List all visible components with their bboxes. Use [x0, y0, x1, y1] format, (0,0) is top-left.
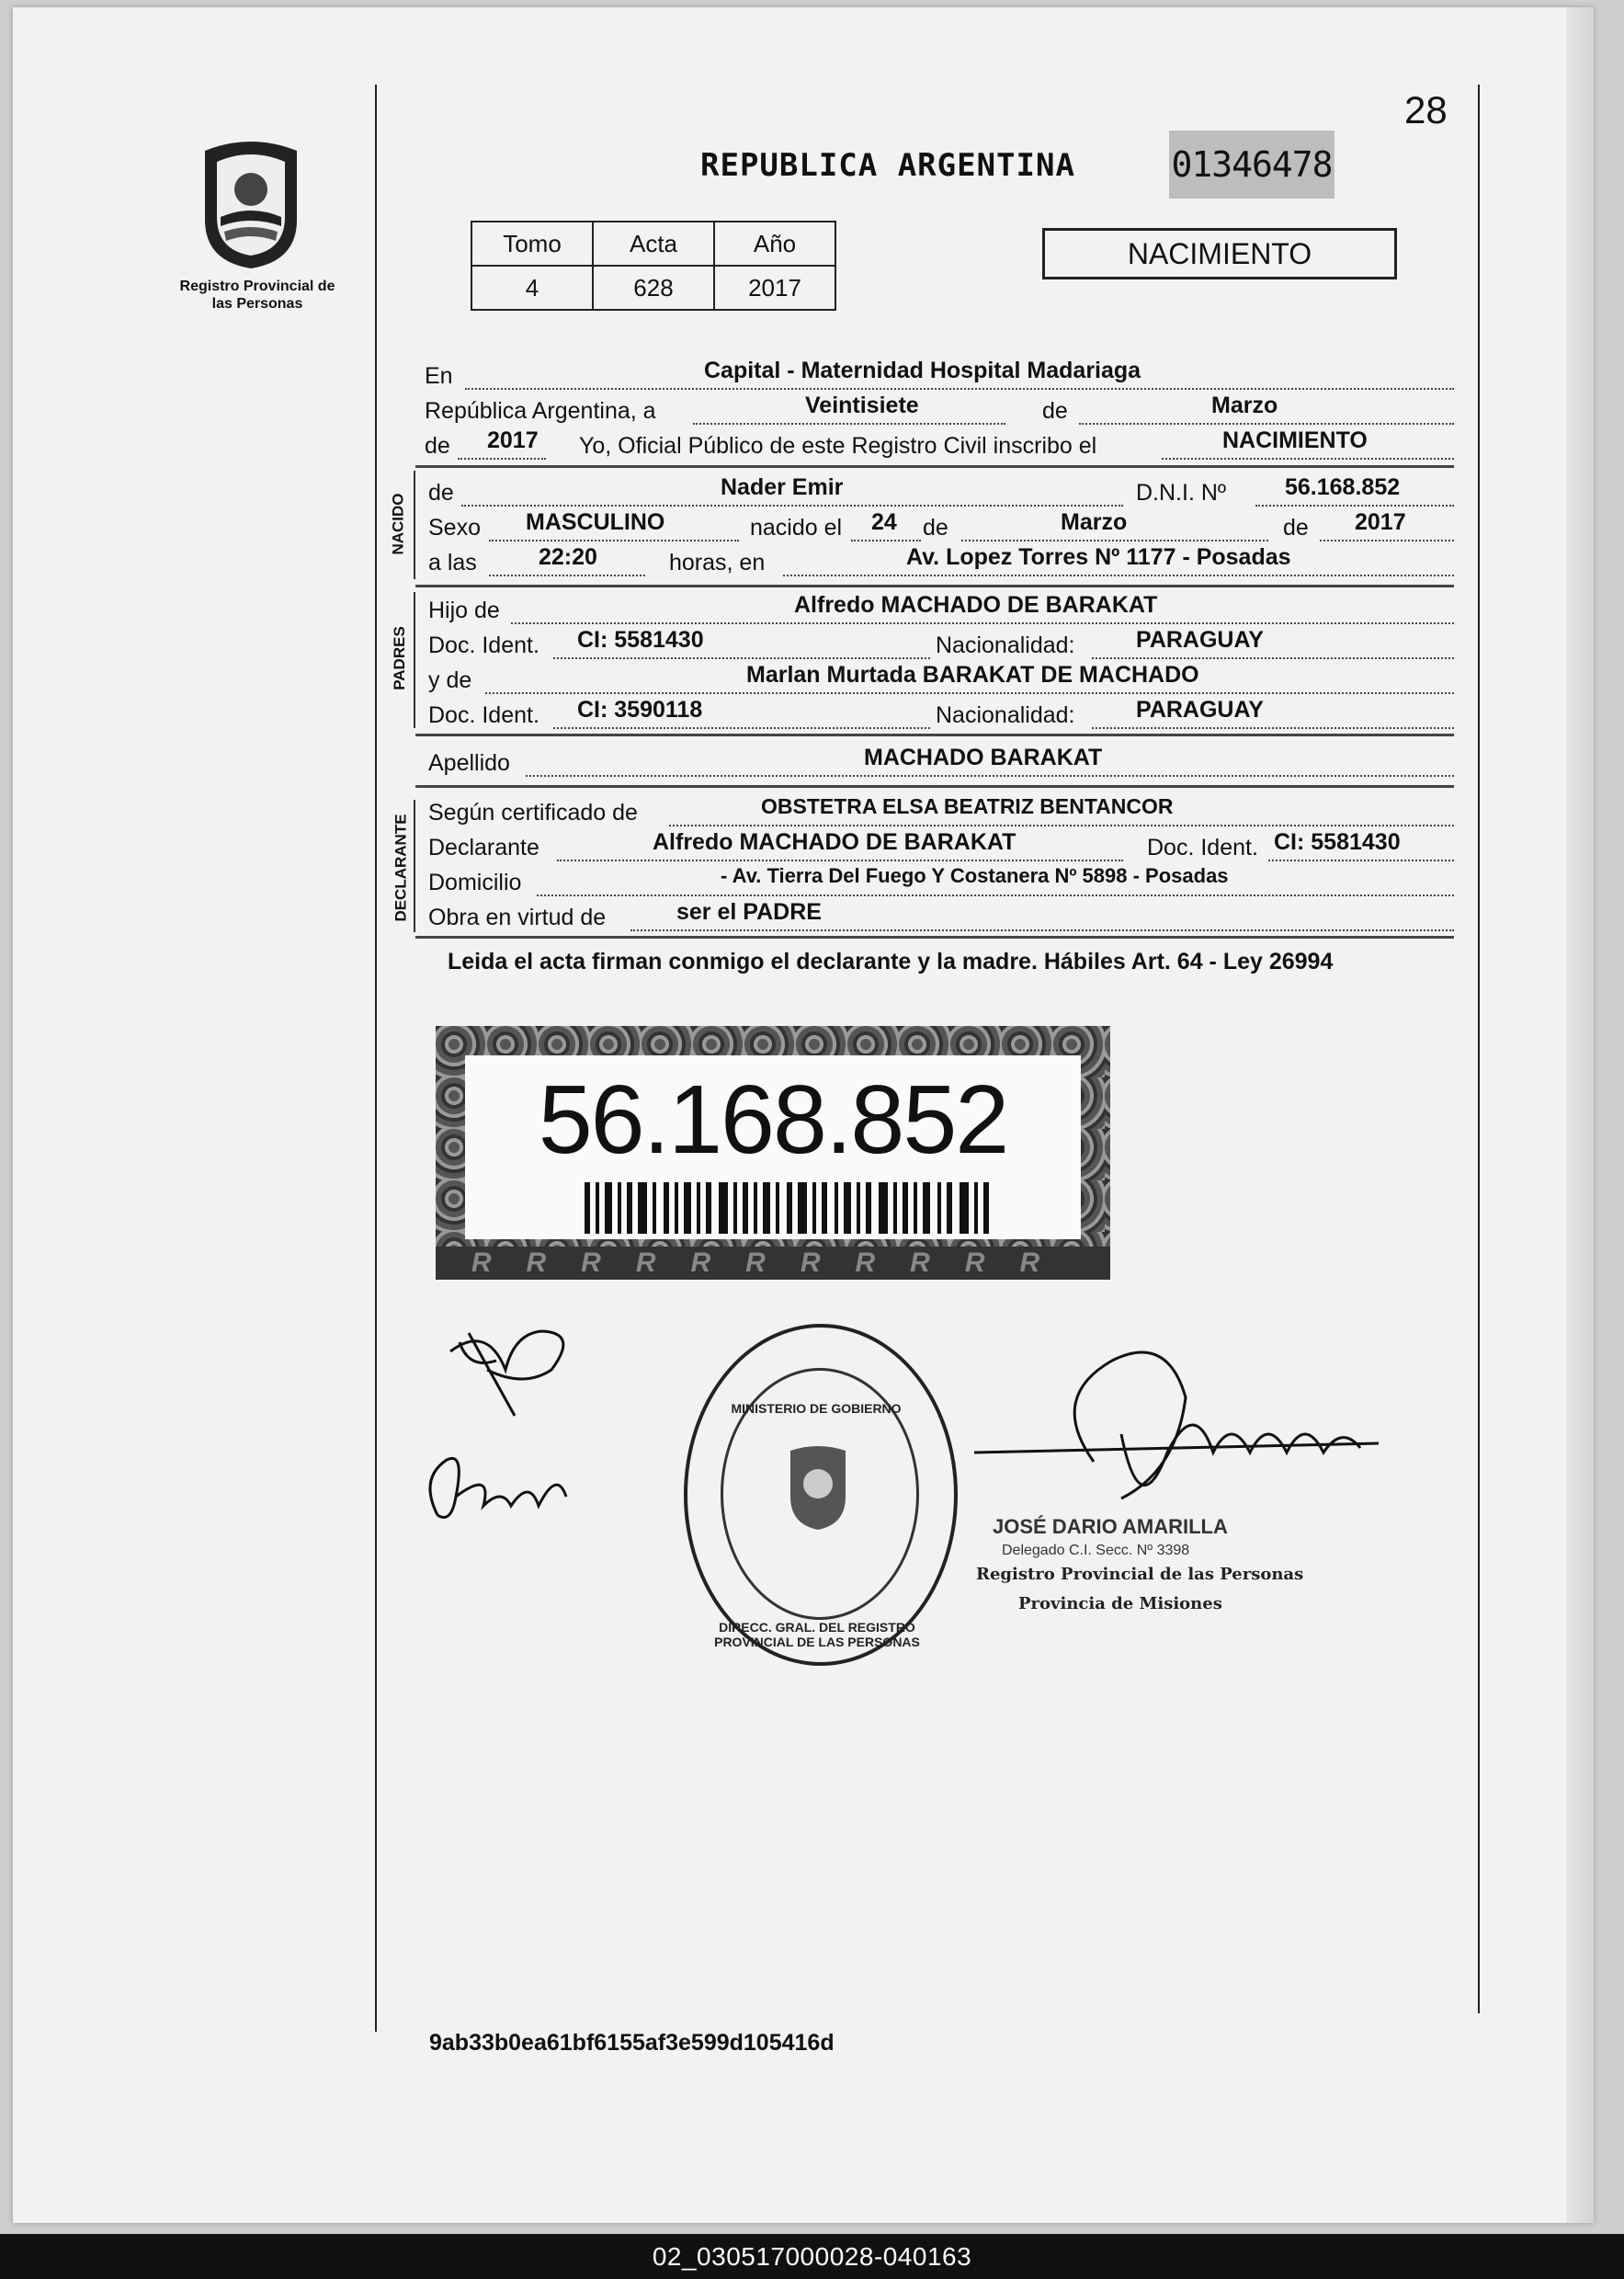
side-label-nacido: NACIDO — [389, 493, 407, 555]
row-sexo — [428, 509, 1454, 548]
section-divider — [415, 785, 1454, 788]
dotted-line — [553, 657, 930, 659]
section-divider — [415, 585, 1454, 587]
dotted-line — [630, 929, 1454, 931]
document-title: REPUBLICA ARGENTINA — [700, 147, 1075, 184]
row-madre — [428, 662, 1454, 701]
value-madre-nac: PARAGUAY — [1136, 697, 1264, 723]
section-divider — [415, 465, 1454, 468]
scan-filename: 02_030517000028-040163 — [0, 2234, 1624, 2279]
declarant-signature-icon — [432, 1315, 597, 1462]
value-declarante: Alfredo MACHADO DE BARAKAT — [653, 829, 1016, 855]
record-type-box: NACIMIENTO — [1042, 228, 1397, 279]
value-mes: Marzo — [1211, 393, 1278, 418]
row-obra — [428, 899, 1454, 938]
value-madre: Marlan Murtada BARAKAT DE MACHADO — [746, 662, 1199, 688]
label-en: En — [425, 363, 453, 389]
label-apellido: Apellido — [428, 750, 510, 776]
label-doc-ident2: Doc. Ident. — [428, 702, 539, 728]
dotted-line — [851, 540, 921, 541]
row-domicilio — [428, 864, 1454, 903]
official-office: Registro Provincial de las Personas — [976, 1565, 1304, 1584]
label-sexo: Sexo — [428, 515, 481, 541]
legal-note: Leida el acta firman conmigo el declarante y la madre. Hábiles Art. 64 - Ley 26994 — [448, 949, 1334, 974]
row-madre-doc — [428, 697, 1454, 735]
dotted-line — [669, 825, 1454, 826]
label-domicilio: Domicilio — [428, 870, 522, 895]
registry-table-header — [471, 222, 835, 266]
label-de: de — [1042, 398, 1068, 424]
label-obra: Obra en virtud de — [428, 905, 607, 930]
table-value-tomo: 4 — [471, 266, 593, 310]
label-de-anio: de — [1283, 515, 1309, 541]
value-anio: 2017 — [487, 427, 539, 453]
dotted-line — [961, 540, 1268, 541]
label-de-mes: de — [923, 515, 948, 541]
seal-caption: Registro Provincial de las Personas — [179, 279, 335, 312]
row-padre-doc — [428, 627, 1454, 666]
dni-sticker-label — [465, 1055, 1081, 1239]
document-hash: 9ab33b0ea61bf6155af3e599d105416d — [429, 2030, 835, 2056]
dotted-line — [557, 860, 1123, 861]
value-padre: Alfredo MACHADO DE BARAKAT — [794, 592, 1158, 618]
dotted-line — [1079, 423, 1454, 425]
value-mes-nac: Marzo — [1061, 509, 1128, 535]
section-bar-nacido — [414, 471, 415, 579]
row-lugar — [425, 358, 1454, 396]
value-obra: ser el PADRE — [676, 899, 822, 925]
dotted-line — [489, 575, 645, 576]
row-fecha — [425, 393, 1454, 431]
label-yo: Yo, Oficial Público de este Registro Civil inscribo el — [579, 433, 1097, 459]
table-header-acta: Acta — [593, 222, 714, 266]
stamp-ring-text: DIRECC. GRAL. DEL REGISTRO PROVINCIAL DE LAS PERSONAS — [714, 1620, 920, 1649]
label-y-de: y de — [428, 667, 472, 693]
label-doc-ident3: Doc. Ident. — [1147, 835, 1258, 860]
label-nacido-el: nacido el — [750, 515, 843, 541]
label-hijo-de: Hijo de — [428, 598, 500, 623]
mother-signature-icon — [410, 1441, 594, 1543]
dotted-line — [1255, 505, 1454, 507]
section-bar-declarante — [414, 800, 415, 932]
label-republica: República Argentina, a — [425, 398, 656, 424]
page-number: 28 — [1404, 88, 1448, 131]
value-sexo: MASCULINO — [526, 509, 665, 535]
value-apellido: MACHADO BARAKAT — [864, 745, 1103, 770]
row-hora — [428, 544, 1454, 583]
row-declarante — [428, 829, 1454, 868]
side-label-declarante: DECLARANTE — [392, 814, 410, 922]
value-dia-letras: Veintisiete — [805, 393, 919, 418]
label-a-las: a las — [428, 550, 477, 575]
label-segun: Según certificado de — [428, 800, 638, 826]
province-seal-icon — [191, 132, 311, 270]
table-value-anio: 2017 — [714, 266, 835, 310]
value-certificado: OBSTETRA ELSA BEATRIZ BENTANCOR — [761, 794, 1174, 818]
dotted-line — [465, 388, 1454, 390]
dotted-line — [485, 692, 1454, 694]
stamp-inner-text: MINISTERIO DE GOBIERNO — [731, 1401, 902, 1416]
value-anio-nac: 2017 — [1355, 509, 1406, 535]
official-province: Provincia de Misiones — [1018, 1594, 1222, 1613]
value-dia-nac: 24 — [871, 509, 897, 535]
paper-edge — [1566, 7, 1594, 2223]
dotted-line — [1092, 657, 1454, 659]
value-hora: 22:20 — [539, 544, 597, 570]
value-declarante-doc: CI: 5581430 — [1274, 829, 1401, 855]
dni-sticker — [436, 1026, 1110, 1280]
dotted-line — [693, 423, 1005, 425]
registry-table — [471, 221, 836, 311]
label-nacionalidad2: Nacionalidad: — [936, 702, 1075, 728]
value-madre-doc: CI: 3590118 — [577, 697, 703, 723]
official-role: Delegado C.I. Secc. Nº 3398 — [1002, 1543, 1190, 1558]
value-padre-nac: PARAGUAY — [1136, 627, 1264, 653]
value-acto: NACIMIENTO — [1222, 427, 1368, 453]
section-bar-padres — [414, 592, 415, 728]
section-divider — [415, 936, 1454, 939]
dotted-line — [783, 575, 1454, 576]
row-nombre — [428, 474, 1454, 513]
dotted-line — [458, 458, 546, 460]
row-certificado — [428, 794, 1454, 833]
value-nombre: Nader Emir — [721, 474, 844, 500]
label-horas-en: horas, en — [669, 550, 766, 575]
table-value-acta: 628 — [593, 266, 714, 310]
dotted-line — [489, 540, 739, 541]
official-name: JOSÉ DARIO AMARILLA — [993, 1515, 1228, 1538]
dotted-line — [537, 895, 1454, 896]
value-padre-doc: CI: 5581430 — [577, 627, 704, 653]
stamp-shield-icon — [781, 1441, 855, 1533]
table-header-anio: Año — [714, 222, 835, 266]
value-dni: 56.168.852 — [1285, 474, 1401, 500]
registry-table-values — [471, 266, 835, 310]
security-strip: RRRRRRRRRRR — [436, 1247, 1110, 1280]
serial-number: 01346478 — [1169, 131, 1334, 199]
row-inscripcion — [425, 427, 1454, 466]
label-de-nac: de — [428, 480, 454, 506]
dotted-line — [511, 622, 1454, 624]
label-doc-ident: Doc. Ident. — [428, 632, 539, 658]
barcode-icon — [585, 1182, 989, 1234]
dotted-line — [1268, 860, 1454, 861]
dotted-line — [553, 727, 930, 729]
section-divider — [415, 734, 1454, 736]
dotted-line — [1162, 458, 1454, 460]
label-de2: de — [425, 433, 450, 459]
dotted-line — [461, 505, 1123, 507]
label-dni: D.N.I. Nº — [1136, 480, 1227, 506]
label-nacionalidad: Nacionalidad: — [936, 632, 1075, 658]
dotted-line — [1092, 727, 1454, 729]
row-apellido — [428, 745, 1454, 783]
dotted-line — [1320, 540, 1454, 541]
row-padre — [428, 592, 1454, 631]
side-label-padres: PADRES — [390, 626, 408, 690]
right-margin-line — [1478, 85, 1480, 2013]
value-domicilio: - Av. Tierra Del Fuego Y Costanera Nº 5898 - Posadas — [721, 864, 1229, 887]
table-header-tomo: Tomo — [471, 222, 593, 266]
value-lugar: Capital - Maternidad Hospital Madariaga — [704, 358, 1141, 383]
value-lugar-nac: Av. Lopez Torres Nº 1177 - Posadas — [906, 544, 1291, 570]
left-margin-line — [375, 85, 377, 2032]
official-stamp — [684, 1324, 958, 1666]
dotted-line — [526, 775, 1454, 777]
label-declarante: Declarante — [428, 835, 539, 860]
dni-sticker-number: 56.168.852 — [538, 1065, 1008, 1174]
